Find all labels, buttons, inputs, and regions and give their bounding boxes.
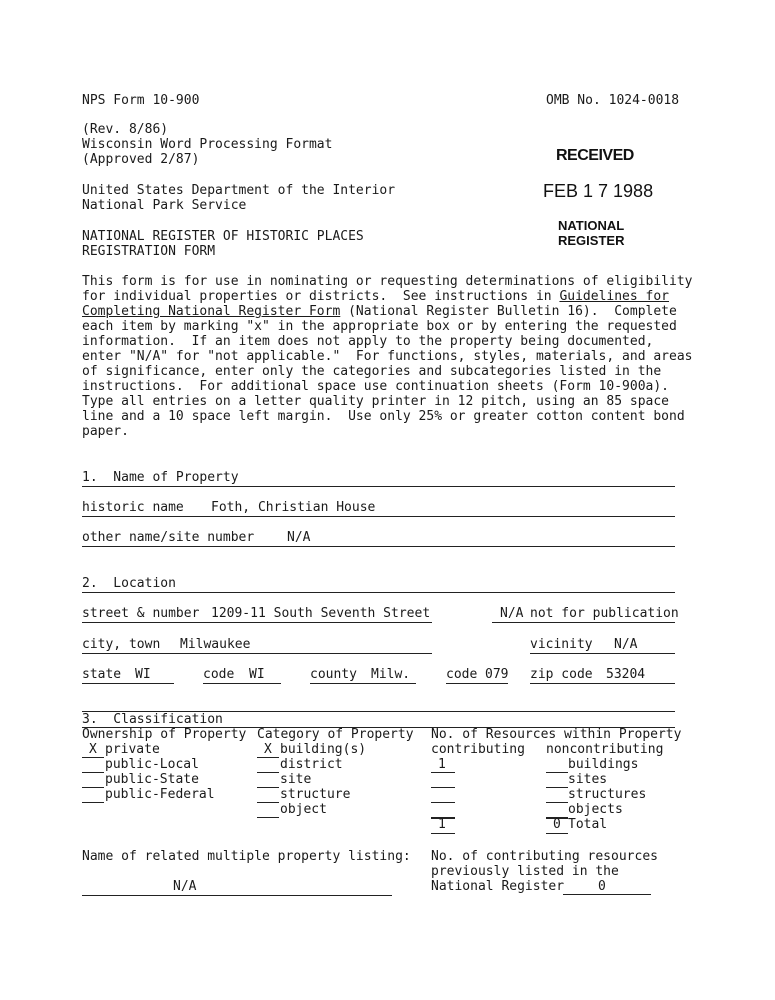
count-line[interactable] (431, 787, 455, 788)
objects-label: objects (568, 802, 623, 817)
form-number: NPS Form 10-900 (82, 93, 200, 108)
checkbox-line[interactable] (257, 772, 279, 773)
county-label: county (310, 667, 357, 682)
previously-listed-label: National Register (431, 879, 565, 894)
count-line[interactable] (546, 802, 568, 803)
total-label: Total (568, 817, 608, 832)
instructions-line: of significance, enter only the categories and subcategories listed in the (82, 364, 662, 379)
stamp-date: FEB 1 7 1988 (543, 181, 654, 201)
ownership-private-mark[interactable]: X (89, 742, 97, 757)
instructions-line: information. If an item does not apply to the property being documented, (82, 334, 654, 349)
instructions-text: for individual properties or districts. See instructions in (82, 289, 560, 304)
divider (82, 653, 432, 654)
divider (446, 683, 508, 684)
instructions-line (82, 289, 682, 304)
city-label: city, town (82, 637, 161, 652)
guidelines-reference: Guidelines for (559, 289, 670, 304)
not-for-publication-mark[interactable]: N/A (500, 606, 524, 621)
count-line (431, 772, 455, 773)
ownership-public-local-label: public-Local (105, 757, 199, 772)
instructions-line: instructions. For additional space use continuation sheets (Form 10-900a). (82, 379, 669, 394)
ownership-public-federal-label: public-Federal (105, 787, 215, 802)
not-for-publication-label: not for publication (530, 606, 679, 621)
service: National Park Service (82, 198, 247, 213)
instructions-line: enter "N/A" for "not applicable." For functions, styles, materials, and areas (82, 349, 693, 364)
stamp-register: REGISTER (558, 233, 625, 248)
form-subtitle: REGISTRATION FORM (82, 244, 216, 259)
resources-heading: No. of Resources within Property (431, 727, 682, 742)
count-line[interactable] (546, 787, 568, 788)
other-name-label: other name/site number (82, 530, 255, 545)
ownership-public-state-label: public-State (105, 772, 199, 787)
checkbox-line (82, 757, 104, 758)
format-note: Wisconsin Word Processing Format (82, 137, 333, 152)
county-code-label: code (446, 667, 478, 682)
checkbox-line[interactable] (82, 772, 104, 773)
section3-heading: 3. Classification (82, 712, 223, 727)
state-code-label: code (203, 667, 235, 682)
instructions-line (82, 304, 682, 319)
divider (82, 546, 675, 547)
previously-listed-field[interactable]: 0 (598, 879, 606, 894)
revision-date: (Rev. 8/86) (82, 122, 169, 137)
department: United States Department of the Interior (82, 183, 396, 198)
historic-name-label: historic name (82, 500, 184, 515)
checkbox-line[interactable] (82, 787, 104, 788)
count-line[interactable] (431, 802, 455, 803)
divider (492, 622, 675, 623)
checkbox-line (257, 757, 279, 758)
previously-listed-label: No. of contributing resources (431, 849, 658, 864)
category-building-label: building(s) (280, 742, 367, 757)
city-field[interactable]: Milwaukee (180, 637, 251, 652)
related-listing-label: Name of related multiple property listing: (82, 849, 411, 864)
vicinity-label: vicinity (530, 637, 593, 652)
checkbox-line[interactable] (257, 802, 279, 803)
instructions-line: line and a 10 space left margin. Use only 25% or greater cotton content bond (82, 409, 685, 424)
instructions-text: (National Register Bulletin 16). Complete (340, 304, 677, 319)
received-stamp: RECEIVED (556, 147, 634, 164)
buildings-label: buildings (568, 757, 639, 772)
contributing-label: contributing (431, 742, 525, 757)
omb-number: OMB No. 1024-0018 (546, 93, 680, 108)
buildings-contributing[interactable]: 1 (438, 757, 446, 772)
county-code-field[interactable]: 079 (485, 667, 509, 682)
related-listing-field[interactable]: N/A (173, 879, 197, 894)
street-label: street & number (82, 606, 200, 621)
section1-heading: 1. Name of Property (82, 470, 239, 485)
form-title: NATIONAL REGISTER OF HISTORIC PLACES (82, 229, 364, 244)
divider (530, 653, 675, 654)
count-line (546, 833, 568, 834)
other-name-field[interactable]: N/A (287, 530, 311, 545)
divider (82, 592, 675, 593)
instructions-paragraph (82, 274, 693, 439)
street-field[interactable]: 1209-11 South Seventh Street (211, 606, 431, 621)
count-line (431, 833, 455, 834)
instructions-line: Type all entries on a letter quality printer in 12 pitch, using an 85 space (82, 394, 669, 409)
divider (82, 486, 675, 487)
divider (82, 622, 432, 623)
checkbox-line[interactable] (82, 802, 104, 803)
instructions-line: each item by marking "x" in the appropriate box or by entering the requested (82, 319, 677, 334)
stamp-national: NATIONAL (558, 218, 625, 233)
total-contributing[interactable]: 1 (438, 817, 446, 832)
count-line[interactable] (546, 772, 568, 773)
checkbox-line[interactable] (257, 817, 279, 818)
ownership-private-label: private (105, 742, 160, 757)
divider (530, 683, 675, 684)
divider (563, 894, 651, 895)
instructions-line: This form is for use in nominating or requesting determinations of eligibility (82, 274, 693, 289)
category-district-label: district (280, 757, 343, 772)
guidelines-reference: Completing National Register Form (82, 304, 341, 319)
approval-date: (Approved 2/87) (82, 152, 200, 167)
zip-label: zip code (530, 667, 593, 682)
previously-listed-label: previously listed in the (431, 864, 619, 879)
category-building-mark[interactable]: X (264, 742, 272, 757)
divider (82, 895, 392, 896)
section2-heading: 2. Location (82, 576, 176, 591)
checkbox-line[interactable] (257, 787, 279, 788)
instructions-line: paper. (82, 424, 129, 439)
historic-name-field[interactable]: Foth, Christian House (211, 500, 376, 515)
category-site-label: site (280, 772, 312, 787)
divider (203, 683, 281, 684)
category-object-label: object (280, 802, 327, 817)
sites-label: sites (568, 772, 608, 787)
divider (82, 683, 174, 684)
category-heading: Category of Property (257, 727, 414, 742)
vicinity-field[interactable]: N/A (614, 637, 638, 652)
divider (310, 683, 416, 684)
divider (82, 516, 675, 517)
state-field[interactable]: WI (135, 667, 151, 682)
ownership-heading: Ownership of Property (82, 727, 247, 742)
category-structure-label: structure (280, 787, 351, 802)
total-noncontributing[interactable]: 0 (553, 817, 561, 832)
structures-label: structures (568, 787, 647, 802)
state-label: state (82, 667, 122, 682)
zip-field[interactable]: 53204 (606, 667, 646, 682)
county-field[interactable]: Milw. (371, 667, 411, 682)
noncontributing-label: noncontributing (546, 742, 664, 757)
state-code-field[interactable]: WI (249, 667, 265, 682)
